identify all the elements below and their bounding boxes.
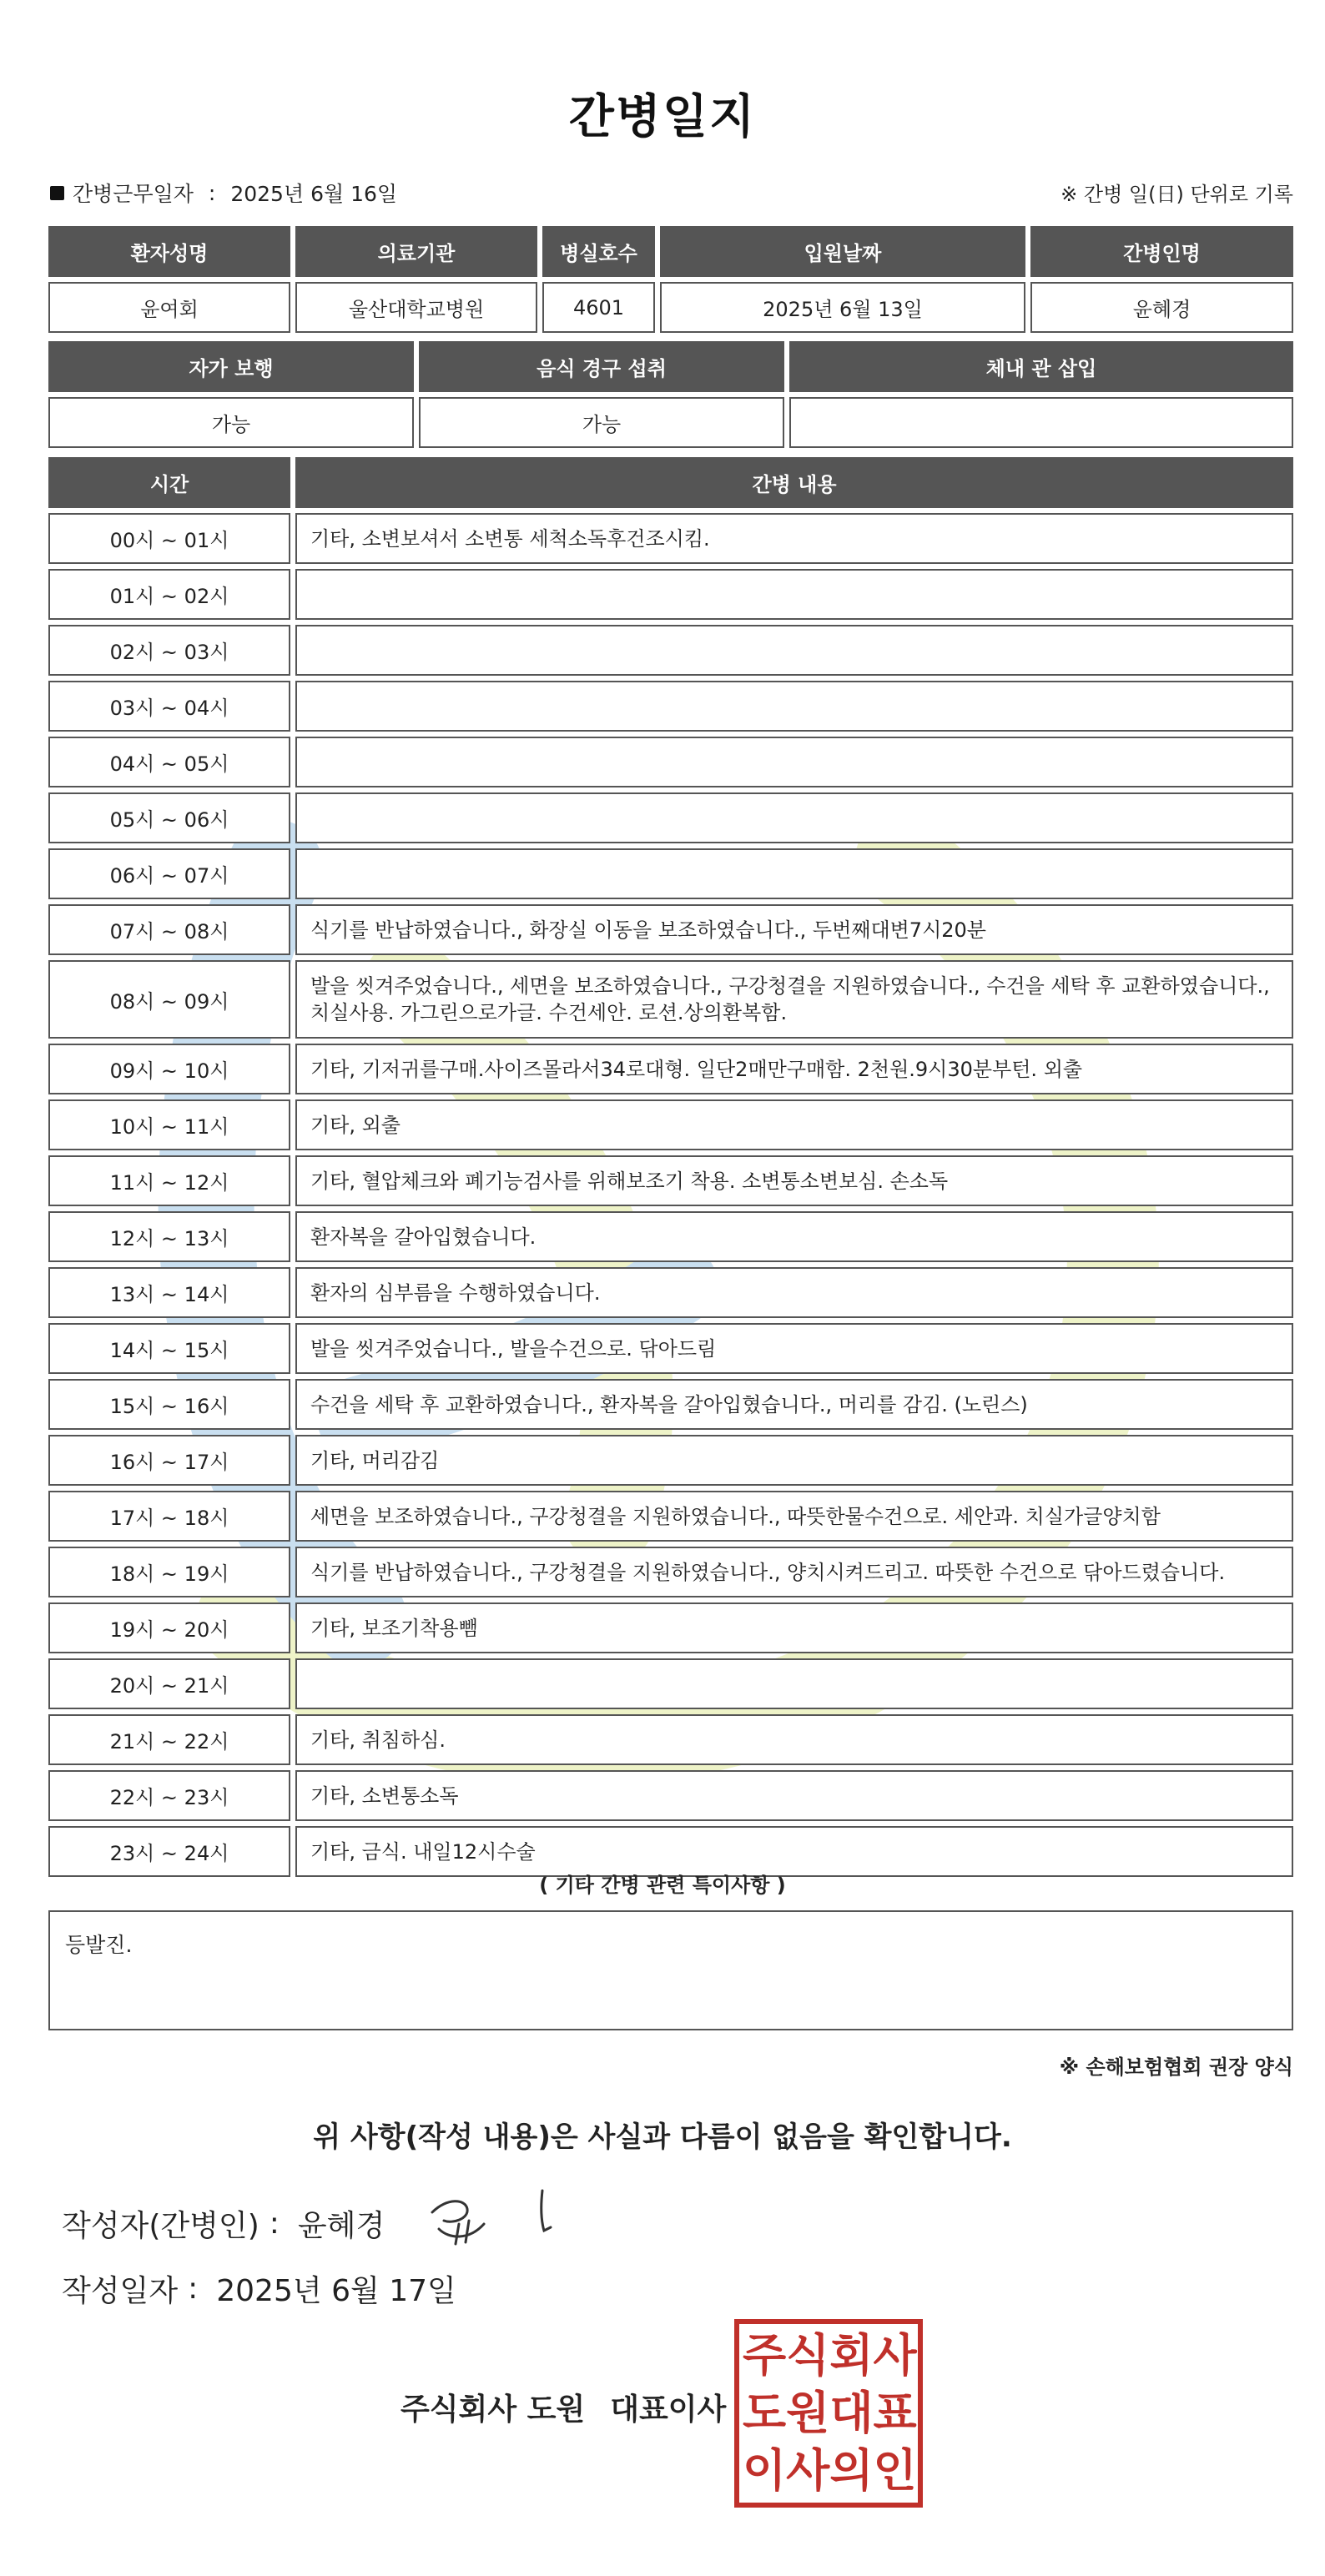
admission-date: 2025년 6월 13일 <box>660 282 1025 333</box>
ability-table <box>48 341 1293 448</box>
special-notes-box: 등발진. <box>48 1910 1293 2030</box>
time-slot: 19시 ~ 20시 <box>48 1602 290 1653</box>
written-date-value: 2025년 6월 17일 <box>216 2274 456 2308</box>
time-slot: 15시 ~ 16시 <box>48 1379 290 1430</box>
care-content: 세면을 보조하였습니다., 구강청결을 지원하였습니다., 따뜻한물수건으로. 세안과. 치실가글양치함 <box>295 1491 1293 1542</box>
time-slot: 22시 ~ 23시 <box>48 1770 290 1821</box>
seal-character: 표 <box>873 2386 917 2439</box>
time-slot: 10시 ~ 11시 <box>48 1099 290 1150</box>
care-content <box>295 1658 1293 1709</box>
patient-info-table <box>48 226 1293 333</box>
care-content: 기타, 외출 <box>295 1099 1293 1150</box>
time-slot: 06시 ~ 07시 <box>48 848 290 899</box>
seal-character: 의 <box>829 2443 874 2497</box>
time-slot: 16시 ~ 17시 <box>48 1435 290 1486</box>
header-room: 병실호수 <box>542 226 655 277</box>
header-hospital: 의료기관 <box>295 226 537 277</box>
care-content <box>295 625 1293 676</box>
seal-character: 이 <box>743 2443 787 2497</box>
written-date-label: 작성일자 <box>62 2274 179 2308</box>
time-slot: 01시 ~ 02시 <box>48 569 290 620</box>
care-content <box>295 569 1293 620</box>
care-content: 기타, 소변보셔서 소변통 세척소독후건조시킴. <box>295 513 1293 564</box>
header-tube-insertion: 체내 관 삽입 <box>789 341 1293 392</box>
header-patient-name: 환자성명 <box>48 226 290 277</box>
time-slot: 17시 ~ 18시 <box>48 1491 290 1542</box>
header-caregiver-name: 간병인명 <box>1030 226 1293 277</box>
care-content <box>295 737 1293 787</box>
care-content: 기타, 금식. 내일12시수술 <box>295 1826 1293 1877</box>
confirmation-statement: 위 사항(작성 내용)은 사실과 다름이 없음을 확인합니다. <box>313 2121 1012 2154</box>
company-role: 대표이사 <box>610 2392 727 2427</box>
special-notes-title: ( 기타 간병 관련 특이사항 ) <box>539 1874 786 1897</box>
signature-stroke <box>534 2187 554 2237</box>
writer-row: 작성자(간병인) : 윤혜경 <box>62 2202 385 2245</box>
tube-insertion-value <box>789 397 1293 448</box>
time-slot: 07시 ~ 08시 <box>48 904 290 955</box>
handwritten-signature <box>422 2187 497 2254</box>
time-slot: 18시 ~ 19시 <box>48 1547 290 1597</box>
time-slot: 21시 ~ 22시 <box>48 1714 290 1765</box>
time-slot: 13시 ~ 14시 <box>48 1267 290 1318</box>
time-slot: 20시 ~ 21시 <box>48 1658 290 1709</box>
work-date-value: 2025년 6월 16일 <box>230 182 398 206</box>
seal-character: 주 <box>743 2329 787 2382</box>
header-time: 시간 <box>48 457 290 508</box>
written-date-row: 작성일자 : 2025년 6월 17일 <box>62 2267 456 2310</box>
seal-character: 원 <box>786 2386 830 2439</box>
time-slot: 12시 ~ 13시 <box>48 1211 290 1262</box>
hospital-name: 울산대학교병원 <box>295 282 537 333</box>
oral-intake-value: 가능 <box>419 397 784 448</box>
time-slot: 08시 ~ 09시 <box>48 960 290 1039</box>
time-slot: 02시 ~ 03시 <box>48 625 290 676</box>
care-content: 환자복을 갈아입혔습니다. <box>295 1211 1293 1262</box>
writer-name: 윤혜경 <box>297 2209 385 2243</box>
time-slot: 09시 ~ 10시 <box>48 1044 290 1094</box>
care-content <box>295 848 1293 899</box>
seal-character: 사 <box>786 2443 830 2497</box>
daily-record-note: ※ 간병 일(日) 단위로 기록 <box>1061 183 1293 206</box>
form-source-note: ※ 손해보험협회 권장 양식 <box>1059 2055 1293 2079</box>
time-slot: 03시 ~ 04시 <box>48 681 290 732</box>
company-name: 주식회사 도원 <box>401 2392 586 2427</box>
time-slot: 14시 ~ 15시 <box>48 1323 290 1374</box>
time-slot: 11시 ~ 12시 <box>48 1155 290 1206</box>
seal-character: 인 <box>873 2443 917 2497</box>
care-content: 발을 씻겨주었습니다., 세면을 보조하였습니다., 구강청결을 지원하였습니다., 수건을 세탁 후 교환하였습니다., 치실사용. 가그린으로가글. 수건세안. 로션.상의환복함. <box>295 960 1293 1039</box>
square-bullet-icon <box>50 186 64 200</box>
seal-character: 사 <box>873 2329 917 2382</box>
company-signoff <box>401 2386 726 2428</box>
care-content <box>295 792 1293 843</box>
self-walking-value: 가능 <box>48 397 414 448</box>
care-content: 환자의 심부름을 수행하였습니다. <box>295 1267 1293 1318</box>
work-date-label: 간병근무일자 <box>73 182 194 206</box>
care-timetable <box>48 457 1293 1877</box>
care-content: 기타, 혈압체크와 폐기능검사를 위해보조기 착용. 소변통소변보심. 손소독 <box>295 1155 1293 1206</box>
care-content <box>295 681 1293 732</box>
patient-name: 윤여회 <box>48 282 290 333</box>
document-title: 간병일지 <box>568 90 757 144</box>
header-admission-date: 입원날짜 <box>660 226 1025 277</box>
care-content: 발을 씻겨주었습니다., 발을수건으로. 닦아드림 <box>295 1323 1293 1374</box>
header-self-walking: 자가 보행 <box>48 341 414 392</box>
time-slot: 23시 ~ 24시 <box>48 1826 290 1877</box>
time-slot: 05시 ~ 06시 <box>48 792 290 843</box>
care-content: 식기를 반납하였습니다., 화장실 이동을 보조하였습니다., 두번째대변7시20분 <box>295 904 1293 955</box>
care-content: 기타, 기저귀를구매.사이즈몰라서34로대형. 일단2매만구매함. 2천원.9시30분부턴. 외출 <box>295 1044 1293 1094</box>
seal-character: 대 <box>829 2386 874 2439</box>
company-seal-stamp <box>734 2319 923 2508</box>
room-number: 4601 <box>542 282 655 333</box>
care-content: 기타, 보조기착용뺌 <box>295 1602 1293 1653</box>
seal-character: 회 <box>829 2329 874 2382</box>
caregiver-name: 윤혜경 <box>1030 282 1293 333</box>
care-content: 기타, 머리감김 <box>295 1435 1293 1486</box>
header-oral-intake: 음식 경구 섭취 <box>419 341 784 392</box>
seal-character: 식 <box>786 2329 830 2382</box>
care-content: 수건을 세탁 후 교환하였습니다., 환자복을 갈아입혔습니다., 머리를 감김. (노린스) <box>295 1379 1293 1430</box>
time-slot: 04시 ~ 05시 <box>48 737 290 787</box>
time-slot: 00시 ~ 01시 <box>48 513 290 564</box>
seal-character: 도 <box>743 2386 787 2439</box>
care-content: 기타, 취침하심. <box>295 1714 1293 1765</box>
care-content: 식기를 반납하였습니다., 구강청결을 지원하였습니다., 양치시켜드리고. 따뜻한 수건으로 닦아드렸습니다. <box>295 1547 1293 1597</box>
header-care-content: 간병 내용 <box>295 457 1293 508</box>
care-content: 기타, 소변통소독 <box>295 1770 1293 1821</box>
work-date-row: 간병근무일자 : 2025년 6월 16일 ※ 간병 일(日) 단위로 기록 <box>50 178 1293 211</box>
writer-label: 작성자(간병인) <box>62 2209 259 2243</box>
